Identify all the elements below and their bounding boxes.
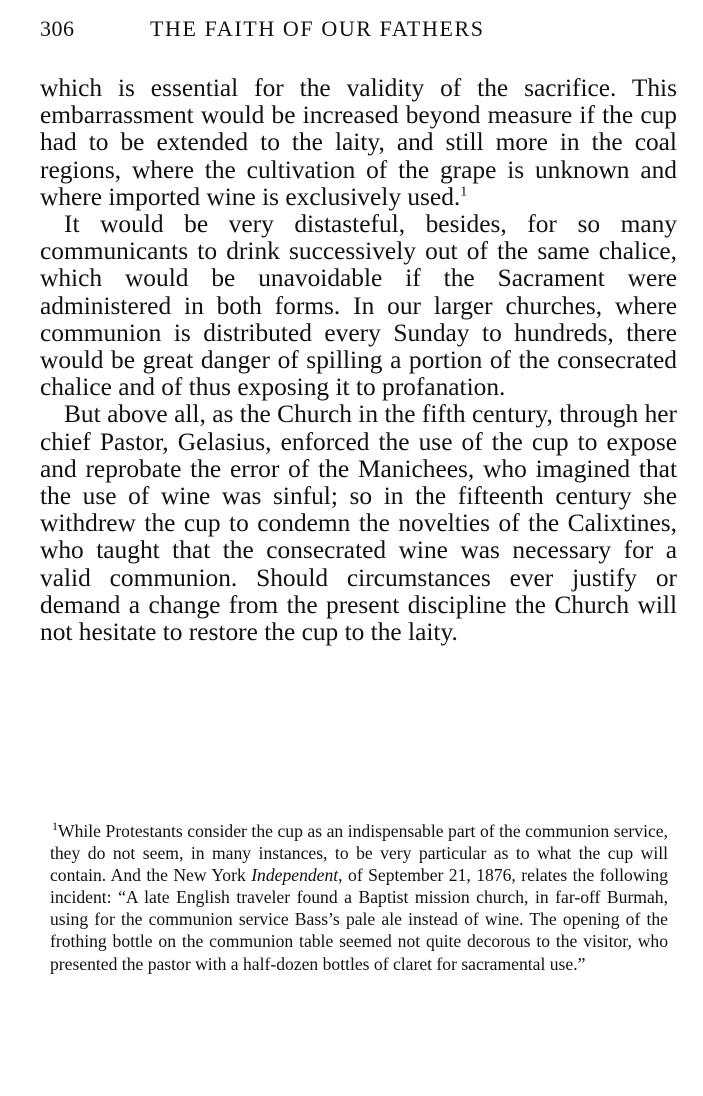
page-number: 306 [40,16,75,41]
paragraph-3: But above all, as the Church in the fifth century, through her chief Pastor, Gelasius, enforced the use of the cup to expose and reprobate the error of the Manichees, who imagined that the use of wine was sinful; so in the fifteenth century she withdrew the cup to condemn the novelties of the Calixtines, who taught that the consecrated wine was necessary for a valid communion. Should circumstances ever justify or demand a change from the present discipline the Church will not hesitate to restore the cup to the laity. [40,400,677,647]
footnote-reference: 1 [460,184,468,200]
footnote-marker: 1 [52,819,58,834]
running-title: THE FAITH OF OUR FATHERS [150,16,485,41]
footnote-text-end: , of September 21, 1876, relates the following incident: “A late English traveler found a Baptist mission church, in far-off Burmah, using for the communion service Bass’s pale ale instead of wine. The opening of the frothing bottle on the communion table seemed not quite decorous to the visitor, who presented the pastor with a half-dozen bottles of claret for sacramental use.” [50,865,668,974]
page-header [38,12,668,44]
footnote [50,820,668,975]
footnote-italic-title: Independent [251,865,339,886]
paragraph-1 [40,75,677,211]
paragraph-2: It would be very distasteful, besides, for so many communicants to drink successively out of the same chalice, which would be unavoidable if the Sacrament were administered in both forms. In our larger churches, where communion is distributed every Sunday to hundreds, there would be great danger of spilling a portion of the consecrated chalice and of thus exposing it to profanation. [40,210,677,402]
paragraph-1-text: which is essential for the validity of the sacrifice. This embarrassment would be increased beyond measure if the cup had to be extended to the laity, and still more in the coal regions, where the cultivation of the grape is unknown and where imported wine is exclusively used. [40,74,677,211]
body-text [40,75,677,646]
footnote-text-start: While Protestants consider the cup as an indispensable part of the communion service, they do not seem, in many instances, to be very particular as to what the cup will contain. And the New York [50,821,668,886]
